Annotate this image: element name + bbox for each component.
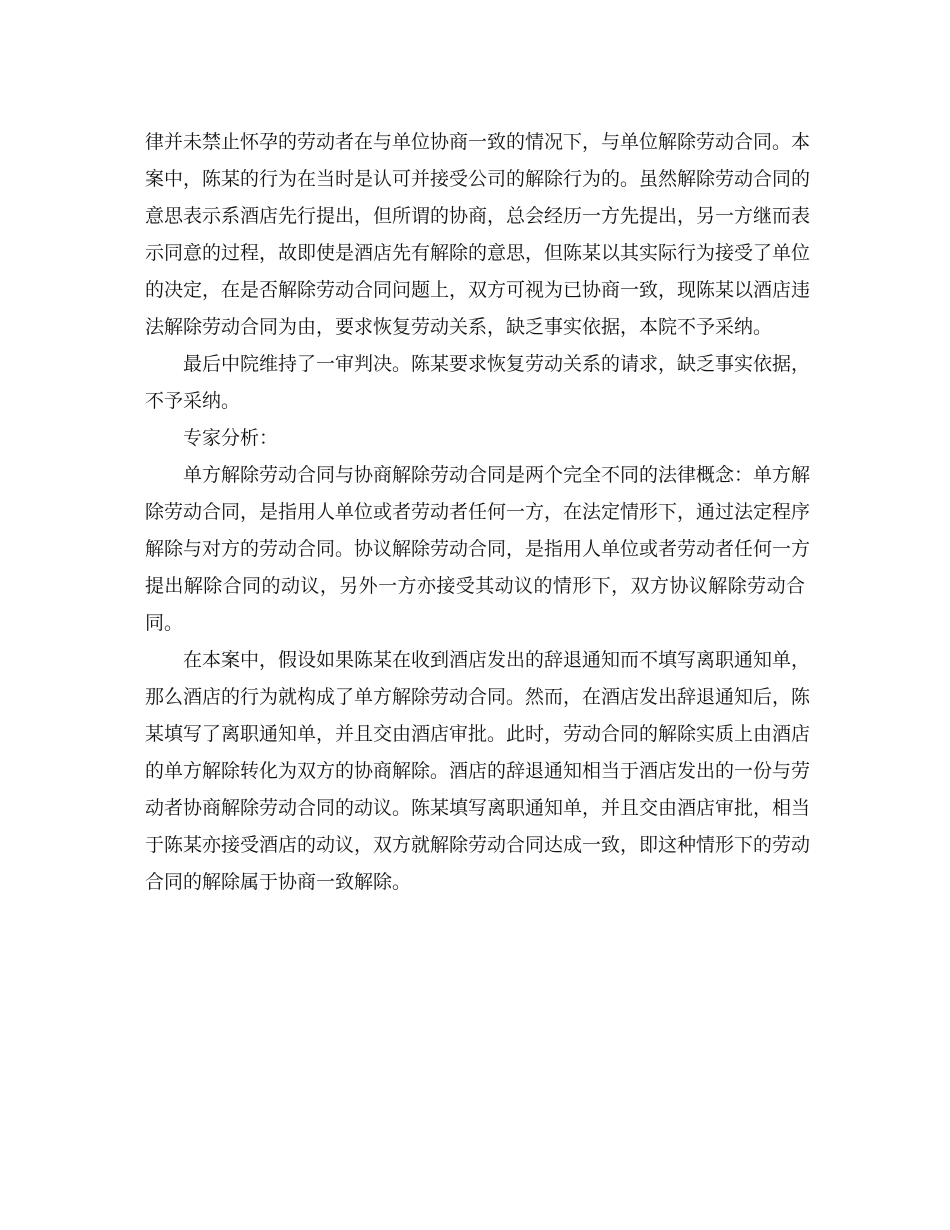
- paragraph-court-reasoning: [145, 124, 811, 346]
- paragraph-final-judgment: [145, 346, 811, 420]
- text-line: 意思表示系酒店先行提出，但所谓的协商，总会经历一方先提出，另一方继而表: [145, 205, 811, 227]
- text-line: 律并未禁止怀孕的劳动者在与单位协商一致的情况下，与单位解除劳动合同。本: [145, 131, 811, 153]
- text-line: 提出解除合同的动议，另外一方亦接受其动议的情形下，双方协议解除劳动合: [145, 575, 805, 597]
- text-line: 合同的解除属于协商一致解除。: [145, 871, 412, 893]
- paragraph-case-analysis: [145, 642, 811, 901]
- text-line: 那么酒店的行为就构成了单方解除劳动合同。然而，在酒店发出辞退通知后，陈: [145, 686, 811, 708]
- text-line: 除劳动合同，是指用人单位或者劳动者任何一方，在法定情形下，通过法定程序: [145, 501, 811, 523]
- text-line: 最后中院维持了一审判决。陈某要求恢复劳动关系的请求，缺乏事实依据，: [183, 353, 811, 375]
- text-line: 单方解除劳动合同与协商解除劳动合同是两个完全不同的法律概念：单方解: [183, 464, 811, 486]
- text-line: 某填写了离职通知单，并且交由酒店审批。此时，劳动合同的解除实质上由酒店: [145, 723, 811, 745]
- paragraph-expert-heading: [145, 420, 805, 457]
- paragraph-definitions: [145, 457, 811, 642]
- text-line: 于陈某亦接受酒店的动议，双方就解除劳动合同达成一致，即这种情形下的劳动: [145, 834, 811, 856]
- text-line: 同。: [145, 612, 184, 634]
- text-line: 解除与对方的劳动合同。协议解除劳动合同，是指用人单位或者劳动者任何一方: [145, 538, 811, 560]
- text-line: 示同意的过程，故即使是酒店先有解除的意思，但陈某以其实际行为接受了单位: [145, 242, 811, 264]
- text-line: 动者协商解除劳动合同的动议。陈某填写离职通知单，并且交由酒店审批，相当: [145, 797, 811, 819]
- document-body: [145, 124, 811, 901]
- text-line: 案中，陈某的行为在当时是认可并接受公司的解除行为的。虽然解除劳动合同的: [145, 168, 811, 190]
- text-line: 的单方解除转化为双方的协商解除。酒店的辞退通知相当于酒店发出的一份与劳: [145, 760, 811, 782]
- text-line: 不予采纳。: [145, 390, 241, 412]
- section-heading: 专家分析：: [183, 427, 279, 449]
- text-line: 的决定，在是否解除劳动合同问题上，双方可视为已协商一致，现陈某以酒店违: [145, 279, 811, 301]
- text-line: 在本案中，假设如果陈某在收到酒店发出的辞退通知而不填写离职通知单，: [183, 649, 811, 671]
- text-line: 法解除劳动合同为由，要求恢复劳动关系，缺乏事实依据，本院不予采纳。: [145, 316, 773, 338]
